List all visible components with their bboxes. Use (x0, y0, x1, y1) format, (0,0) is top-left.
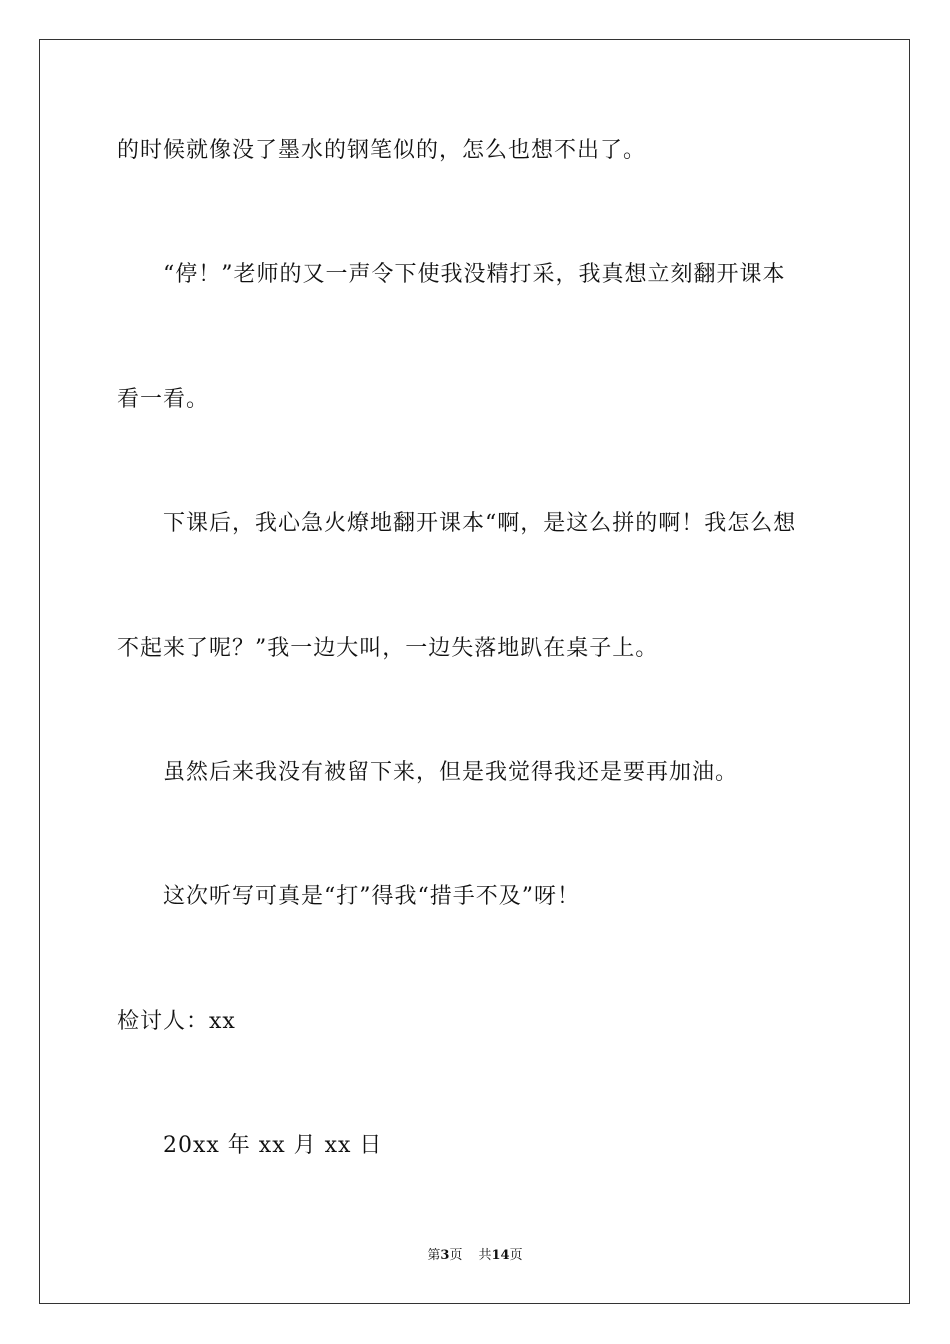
date-line: 20xx 年 xx 月 xx 日 (163, 1133, 383, 1158)
total-prefix: 共 (478, 1248, 492, 1263)
paragraph-line-2: “停！”老师的又一声令下使我没精打采，我真想立刻翻开课本 (163, 262, 786, 287)
page-suffix: 页 (449, 1248, 463, 1263)
paragraph-line-3: 看一看。 (117, 387, 210, 412)
total-pages: 14 (491, 1248, 510, 1263)
paragraph-line-7: 这次听写可真是“打”得我“措手不及”呀！ (163, 884, 580, 909)
page-footer (0, 1247, 950, 1265)
total-suffix: 页 (509, 1248, 523, 1263)
page-prefix: 第 (427, 1248, 441, 1263)
page-number: 3 (440, 1248, 450, 1263)
paragraph-line-6: 虽然后来我没有被留下来，但是我觉得我还是要再加油。 (163, 760, 739, 785)
page-border (39, 39, 910, 1304)
paragraph-line-1: 的时候就像没了墨水的钢笔似的，怎么也想不出了。 (117, 138, 647, 163)
signature-line: 检讨人：xx (117, 1009, 236, 1034)
paragraph-line-5: 不起来了呢？”我一边大叫，一边失落地趴在桌子上。 (117, 636, 659, 661)
paragraph-line-4: 下课后，我心急火燎地翻开课本“啊，是这么拼的啊！我怎么想 (163, 511, 797, 536)
